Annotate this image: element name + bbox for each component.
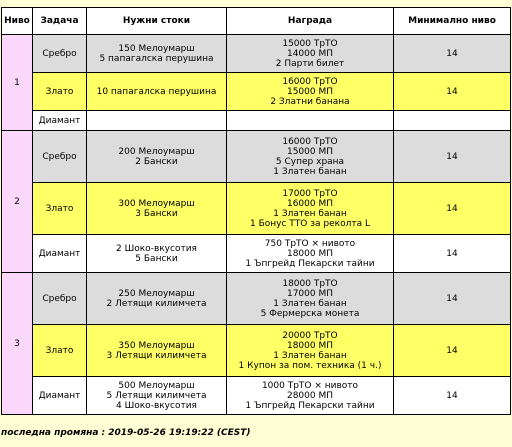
min-level-cell: 14 — [394, 235, 511, 273]
header-reward: Награда — [227, 8, 394, 35]
quest-row — [2, 131, 511, 183]
task-cell: Сребро — [33, 35, 87, 73]
reward-line: 16000 ТрТО — [282, 76, 338, 87]
goods-cell — [87, 273, 227, 325]
reward-line: 15000 МП — [286, 86, 334, 97]
reward-line: 1 Купон за пом. техника (1 ч.) — [238, 360, 382, 371]
min-level-cell: 14 — [394, 183, 511, 235]
reward-line: 1000 ТрТО × нивото — [261, 380, 359, 391]
quest-row — [2, 111, 511, 131]
goods-line: 150 Мелоумарш — [118, 43, 195, 54]
level-cell: 3 — [2, 273, 33, 415]
reward-cell — [227, 235, 394, 273]
reward-line: 20000 ТрТО — [282, 330, 338, 341]
min-level-cell: 14 — [394, 131, 511, 183]
goods-line: 3 Бански — [135, 208, 178, 219]
reward-cell — [227, 73, 394, 111]
task-cell: Сребро — [33, 131, 87, 183]
reward-line: 1 Златен банан — [273, 350, 347, 361]
goods-cell — [87, 377, 227, 415]
reward-line: 2 Парти билет — [275, 58, 345, 69]
reward-line: 1 Златен банан — [273, 298, 347, 309]
reward-line: 15000 ТрТО — [282, 38, 338, 49]
task-cell: Диамант — [33, 377, 87, 415]
header-task: Задача — [33, 8, 87, 35]
reward-cell — [227, 273, 394, 325]
reward-line: 1 Златен банан — [273, 166, 347, 177]
task-cell: Злато — [33, 73, 87, 111]
reward-line: 17000 МП — [286, 288, 334, 299]
reward-line: 18000 ТрТО — [282, 278, 338, 289]
reward-line: 18000 МП — [286, 248, 334, 259]
goods-line: 2 Бански — [135, 156, 178, 167]
reward-line: 16000 ТрТО — [282, 136, 338, 147]
goods-cell — [87, 35, 227, 73]
reward-line: 5 Супер храна — [275, 156, 345, 167]
min-level-cell: 14 — [394, 325, 511, 377]
quest-row — [2, 235, 511, 273]
goods-line: 10 папагалска перушина — [96, 86, 217, 97]
quest-row — [2, 273, 511, 325]
min-level-cell: 14 — [394, 273, 511, 325]
goods-line: 2 Шоко-вкусотия — [116, 243, 197, 254]
reward-line: 15000 МП — [286, 146, 334, 157]
task-cell: Сребро — [33, 273, 87, 325]
reward-line: 1 Ъпгрейд Пекарски тайни — [245, 258, 375, 269]
header-level: Ниво — [2, 8, 33, 35]
goods-cell — [87, 131, 227, 183]
reward-line: 14000 МП — [286, 48, 334, 59]
reward-line: 750 ТрТО × нивото — [264, 238, 356, 249]
goods-cell — [87, 73, 227, 111]
goods-line: 350 Мелоумарш — [118, 340, 195, 351]
level-cell: 2 — [2, 131, 33, 273]
task-cell: Злато — [33, 183, 87, 235]
quest-row — [2, 325, 511, 377]
goods-line: 2 Летящи килимчета — [106, 298, 207, 309]
reward-line: 1 Ъпгрейд Пекарски тайни — [245, 400, 375, 411]
goods-line: 5 Бански — [135, 253, 178, 264]
task-cell: Диамант — [33, 111, 87, 131]
reward-line: 1 Златен банан — [273, 208, 347, 219]
header-row — [2, 8, 511, 35]
reward-cell — [227, 325, 394, 377]
goods-line: 250 Мелоумарш — [118, 288, 195, 299]
goods-line: 200 Мелоумарш — [118, 146, 195, 157]
reward-line: 18000 МП — [286, 340, 334, 351]
goods-line: 4 Шоко-вкусотия — [116, 400, 197, 411]
goods-cell — [87, 183, 227, 235]
goods-line: 5 папагалска перушина — [99, 53, 214, 64]
reward-line: 2 Златни банана — [270, 96, 350, 107]
goods-line: 3 Летящи килимчета — [106, 350, 207, 361]
goods-line: 500 Мелоумарш — [118, 380, 195, 391]
reward-line: 5 Фермерска монета — [260, 308, 360, 319]
reward-line: 16000 МП — [286, 198, 334, 209]
last-modified-footer: последна промяна : 2019-05-26 19:19:22 (CEST) — [1, 428, 251, 438]
reward-cell — [227, 111, 394, 131]
task-cell: Диамант — [33, 235, 87, 273]
task-cell: Злато — [33, 325, 87, 377]
quest-table-body — [2, 35, 511, 415]
reward-cell — [227, 131, 394, 183]
reward-line: 17000 ТрТО — [282, 188, 338, 199]
header-goods: Нужни стоки — [87, 8, 227, 35]
reward-line: 1 Бонус ТТО за реколта L — [250, 218, 370, 229]
reward-cell — [227, 35, 394, 73]
quest-row — [2, 183, 511, 235]
quest-row — [2, 377, 511, 415]
goods-line: 300 Мелоумарш — [118, 198, 195, 209]
quest-table — [1, 7, 511, 415]
min-level-cell — [394, 111, 511, 131]
goods-cell — [87, 325, 227, 377]
goods-line: 5 Летящи килимчета — [106, 390, 207, 401]
goods-cell — [87, 111, 227, 131]
quest-row — [2, 73, 511, 111]
goods-cell — [87, 235, 227, 273]
min-level-cell: 14 — [394, 377, 511, 415]
min-level-cell: 14 — [394, 73, 511, 111]
min-level-cell: 14 — [394, 35, 511, 73]
reward-cell — [227, 183, 394, 235]
header-min-level: Минимално ниво — [394, 8, 511, 35]
level-cell: 1 — [2, 35, 33, 131]
reward-line: 28000 МП — [286, 390, 334, 401]
quest-row — [2, 35, 511, 73]
reward-cell — [227, 377, 394, 415]
